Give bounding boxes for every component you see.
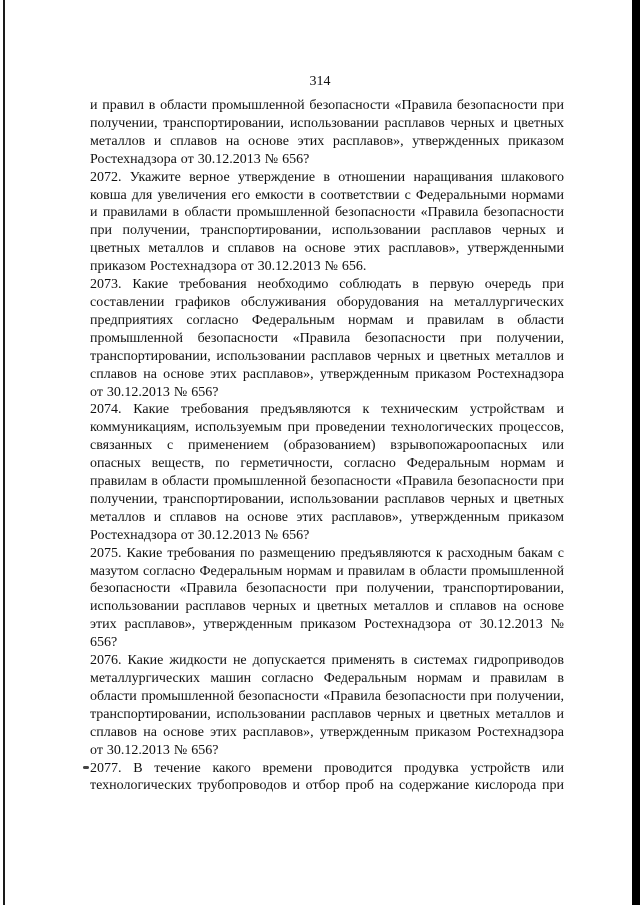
question-2074: 2074. Какие требования предъявляются к техническим устройствам и коммуникациям, используемым при проведении технологических процессов, связанных с применением (образованием) взрывопожароопасных или опасных веществ, по герметичности, согласно Федеральным нормам и правилам в области промышленной безопасности «Правила безопасности при получении, транспортировании, использовании расплавов черных и цветных металлов и сплавов на основе этих расплавов», утвержденным приказом Ростехнадзора от 30.12.2013 № 656? (90, 402, 564, 543)
question-2072: 2072. Укажите верное утверждение в отношении наращивания шлакового ковша для увеличения его емкости в соответствии с Федеральными нормами и правилами в области промышленной безопасности «Правила безопасности при получении, транспортировании, использовании расплавов черных и цветных металлов и сплавов на основе этих расплавов», утвержденными приказом Ростехнадзора от 30.12.2013 № 656. (90, 169, 564, 275)
scan-edge-right (632, 0, 640, 905)
body-text (90, 97, 564, 795)
question-2077: 2077. В течение какого времени проводится продувка устройств или технологических трубопроводов и отбор проб на содержание кислорода при (90, 760, 564, 794)
scan-edge-left (3, 0, 5, 905)
question-2073: 2073. Какие требования необходимо соблюдать в первую очередь при составлении графиков обслуживания оборудования на металлургических предприятиях согласно Федеральным нормам и правилам в области промышленной безопасности «Правила безопасности при получении, транспортировании, использовании расплавов черных и цветных металлов и сплавов на основе этих расплавов», утвержденным приказом Ростехнадзора от 30.12.2013 № 656? (90, 277, 564, 400)
question-2076: 2076. Какие жидкости не допускается применять в системах гидроприводов металлургических машин согласно Федеральным нормам и правилам в области промышленной безопасности «Правила безопасности при получении, транспортировании, использовании расплавов черных и цветных металлов и сплавов на основе этих расплавов», утвержденным приказом Ростехнадзора от 30.12.2013 № 656? (90, 653, 564, 758)
paragraph-continuation: и правил в области промышленной безопасности «Правила безопасности при получении, транспортировании, использовании расплавов черных и цветных металлов и сплавов на основе этих расплавов», утвержденных приказом Ростехнадзора от 30.12.2013 № 656? (90, 98, 564, 167)
scan-speck (83, 766, 89, 769)
question-2075: 2075. Какие требования по размещению предъявляются к расходным бакам с мазутом согласно Федеральным нормам и правилам в области промышленной безопасности «Правила безопасности при получении, транспортировании, использовании расплавов черных и цветных металлов и сплавов на основе этих расплавов», утвержденным приказом Ростехнадзора от 30.12.2013 № 656? (90, 545, 564, 651)
page-number: 314 (309, 74, 331, 89)
